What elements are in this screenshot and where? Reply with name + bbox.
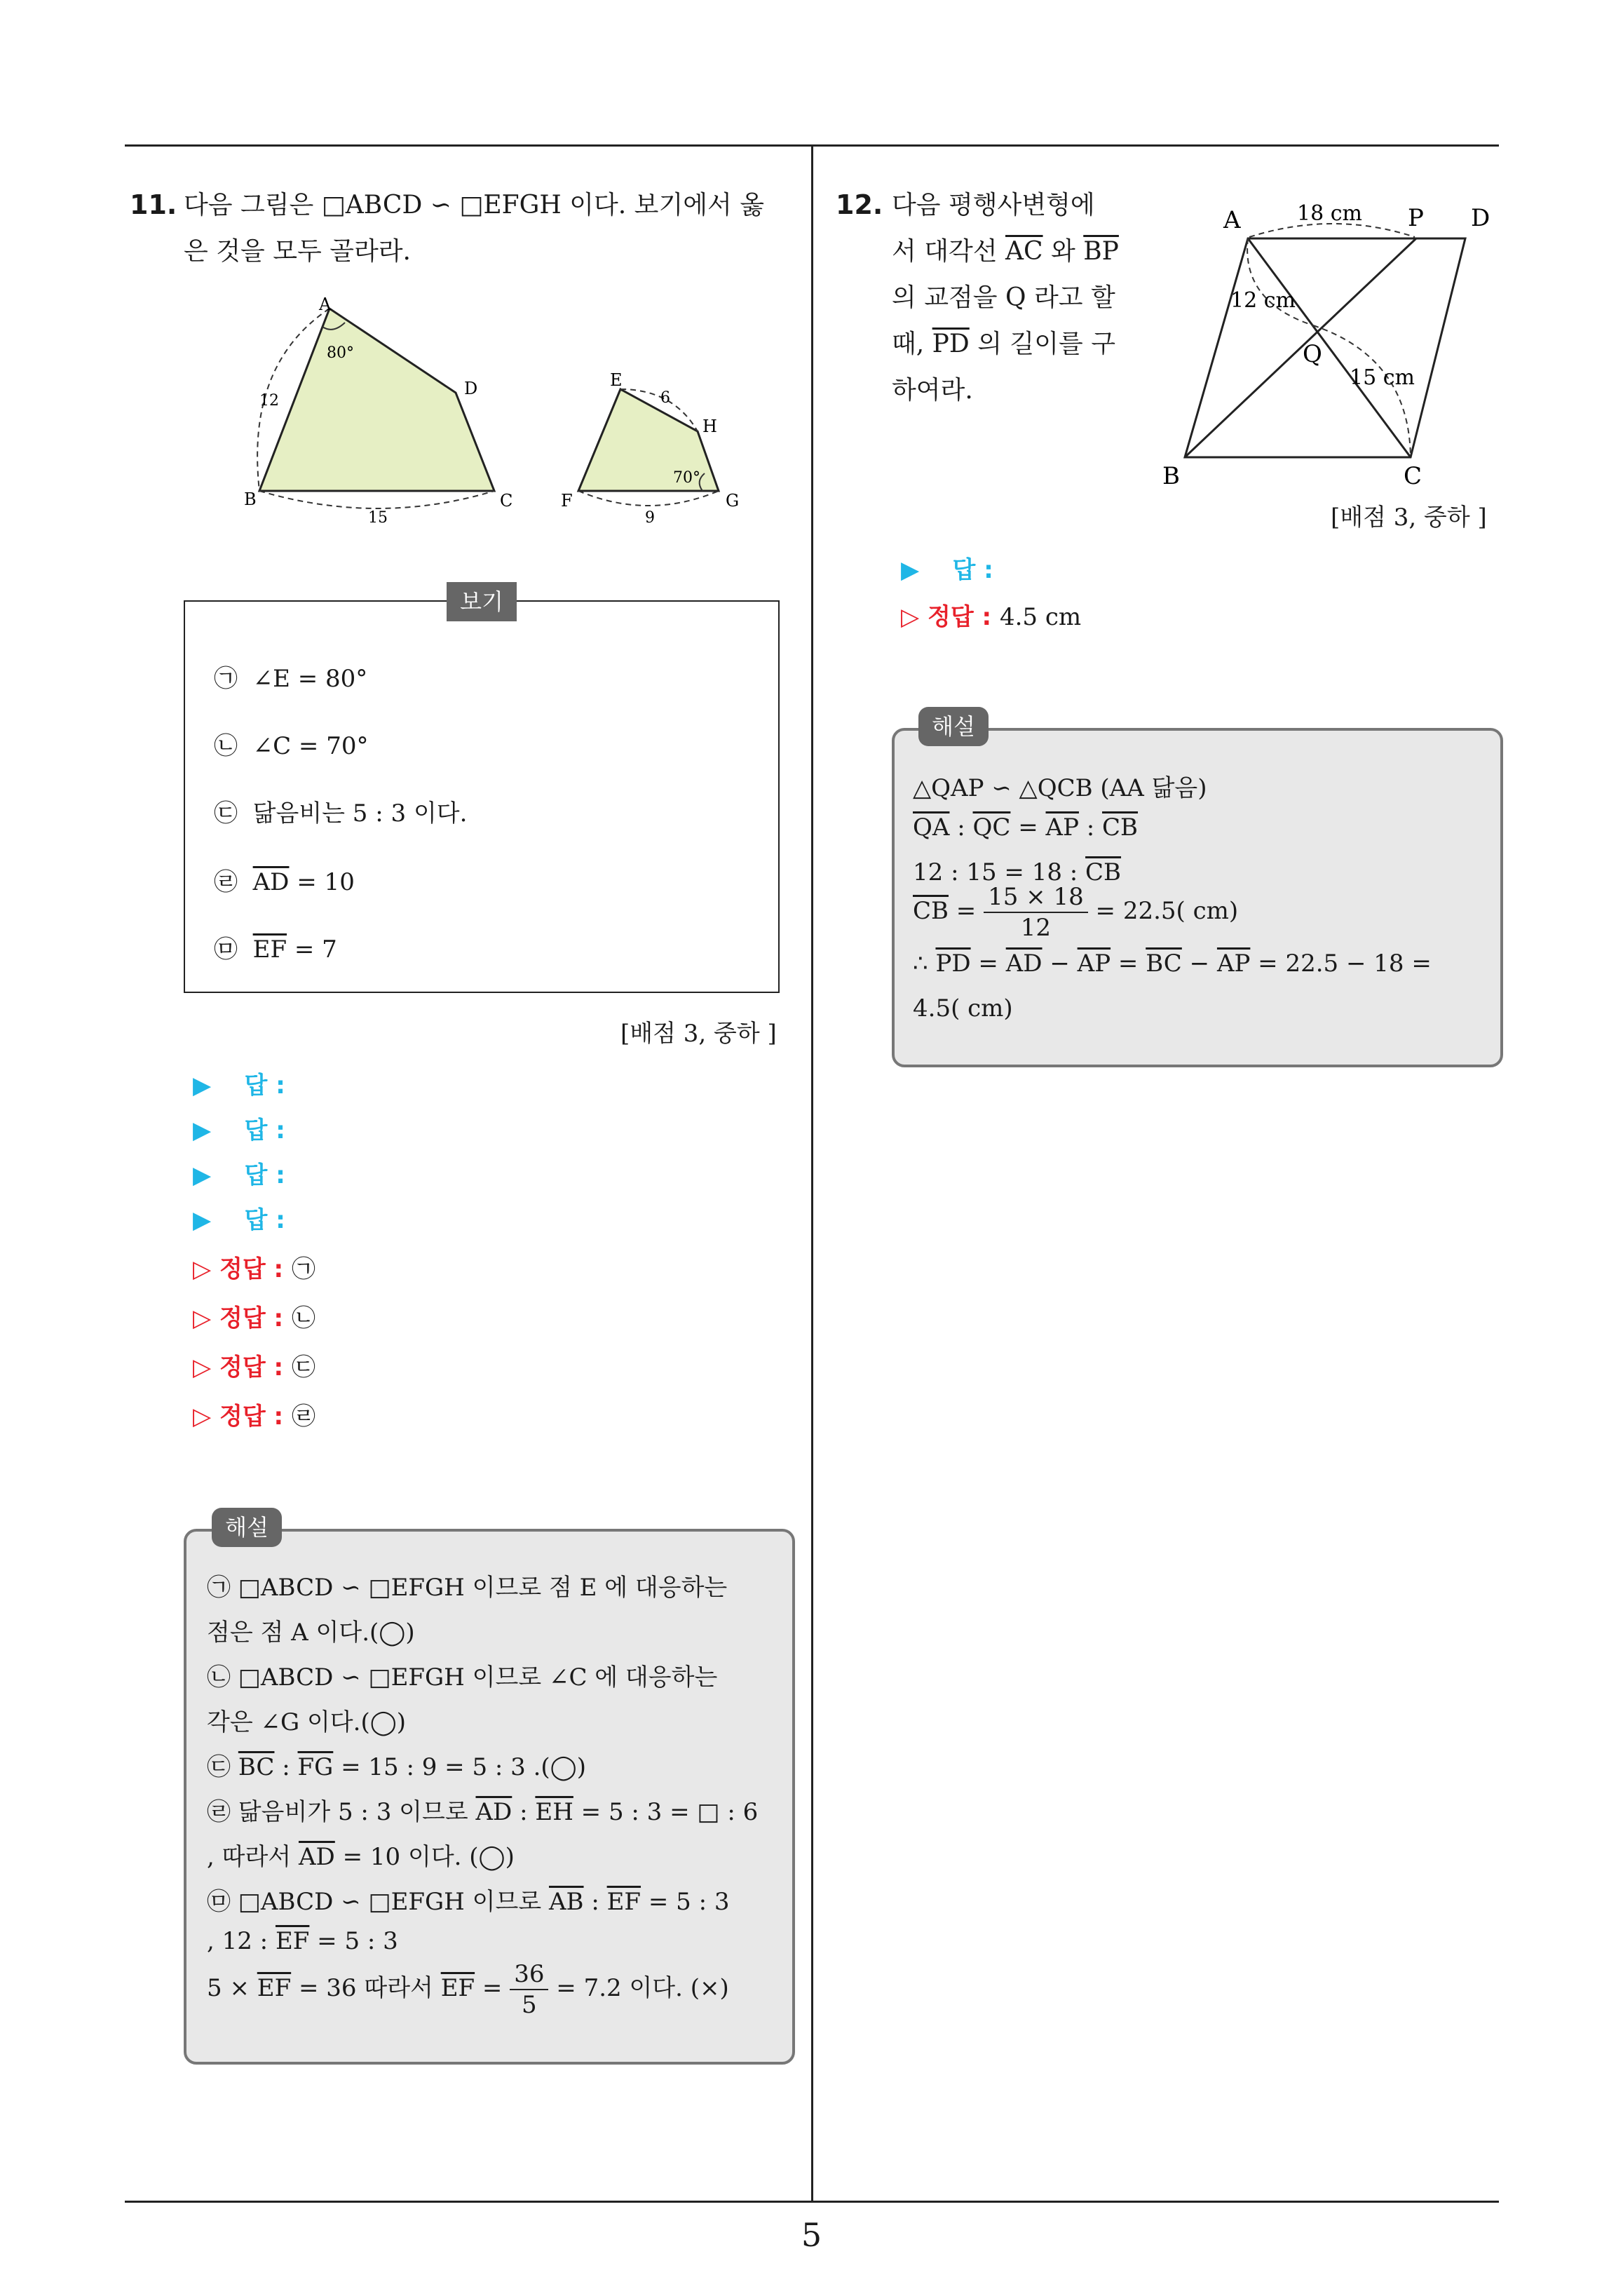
q12-text-line: 하여라.: [892, 376, 973, 405]
q12-number: 12.: [836, 189, 883, 220]
q12-text-line: 의 교점을 Q 라고 할: [892, 283, 1115, 312]
quad-abcd: [259, 309, 494, 491]
q12-figure: [1150, 189, 1500, 498]
explanation-line: 각은 ∠G 이다.(◯): [207, 1708, 407, 1736]
side-bc-label: 15: [368, 509, 388, 527]
label-q: Q: [1303, 340, 1322, 368]
angle-a-label: 80°: [327, 344, 354, 362]
label-g: G: [726, 491, 740, 511]
q11-explanation-title: 해설: [212, 1508, 282, 1547]
q12-text-line: 서 대각선 $\overline{AC}$ 와 $\overline{BP}$: [892, 237, 1119, 266]
explanation-line: ㉡ □ABCD ∽ □EFGH 이므로 ∠C 에 대응하는: [207, 1663, 718, 1691]
explanation-line: ㉣ 닮음비가 5 : 3 이므로 $\overline{AD}$ : $\overline{EH} = 5$ : 3 = □ : 6: [207, 1798, 759, 1826]
explanation-line: , 12 : $\overline{EF} = 5$ : 3: [207, 1927, 398, 1955]
explanation-line: $\overline{CB}$ = $\frac{15 \times 18}{12}$ = 22.5( cm): [913, 883, 1239, 942]
column-divider: [811, 144, 813, 2202]
bogi-title: 보기: [447, 582, 517, 621]
q12-text-line: 때, $\overline{PD}$ 의 길이를 구: [892, 330, 1115, 358]
label-a: A: [319, 295, 332, 314]
label-a: A: [1223, 206, 1241, 234]
side-ab-label: 12: [259, 392, 279, 410]
label-p: P: [1408, 204, 1424, 232]
label-c: C: [500, 491, 513, 511]
explanation-line: $5 \times \overline{EF} = 36$ 따라서 $\overline{EF}$ = $\frac{36}{5}$ = 7.2 이다. (×): [207, 1960, 729, 2019]
fraction: $\frac{15 \times 18}{12}$: [984, 885, 1088, 940]
side-eh-label: 6: [660, 389, 670, 407]
q11-text-line2: 은 것을 모두 골라라.: [184, 237, 411, 266]
answer-row: ▶ 답 :: [193, 1116, 285, 1144]
label-d: D: [464, 379, 478, 398]
explanation-line: ㉢ $\overline{BC}$ : $\overline{FG} = 15$ : 9 = 5 : 3 .(◯): [207, 1753, 586, 1781]
bogi-item: ㉠ ∠E = 80°: [214, 665, 368, 693]
q11-number: 11.: [130, 189, 177, 220]
correct-answer-row: ▷ 정답 : ㉣: [193, 1403, 315, 1431]
correct-answer-row: ▷ 정답 : 4.5 cm: [901, 603, 1082, 631]
length-ap: 18 cm: [1297, 201, 1362, 226]
label-f: F: [561, 491, 573, 511]
correct-answer-row: ▷ 정답 : ㉠: [193, 1255, 315, 1283]
q12-explanation-title: 해설: [918, 707, 989, 746]
explanation-line: 4.5( cm): [913, 994, 1013, 1022]
q11-score: [배점 3, 중하 ]: [620, 1020, 777, 1048]
bogi-item: ㉣ $\overline{AD} = 10$: [214, 868, 355, 896]
answer-row: ▶ 답 :: [193, 1072, 285, 1100]
parallelogram-abcd: [1185, 238, 1465, 457]
diagonal-ac: [1248, 238, 1411, 457]
explanation-line: ∴ $\overline{PD} = \overline{AD} - \overline{AP} = \overline{BC} - \overline{AP} = 22.5 - 18$ =: [913, 950, 1432, 978]
segment-bp: [1185, 238, 1416, 457]
explanation-line: △QAP ∽ △QCB (AA 닮음): [913, 774, 1207, 802]
length-qc: 15 cm: [1350, 365, 1415, 390]
label-d: D: [1471, 204, 1490, 232]
answer-row: ▶ 답 :: [193, 1161, 285, 1189]
explanation-line: ㉤ □ABCD ∽ □EFGH 이므로 $\overline{AB}$ : $\overline{EF} = 5$ : 3: [207, 1888, 730, 1916]
q11-figure: [231, 288, 764, 533]
label-b: B: [244, 489, 257, 509]
label-b: B: [1162, 462, 1180, 490]
label-h: H: [702, 417, 717, 436]
explanation-line: 12 : 15 = 18 : $\overline{CB}$: [913, 858, 1122, 886]
bogi-item: ㉢ 닮음비는 5 : 3 이다.: [214, 799, 468, 828]
answer-row: ▶ 답 :: [901, 556, 993, 584]
bogi-item: ㉤ $\overline{EF} = 7$: [214, 936, 337, 964]
explanation-line: ㉠ □ABCD ∽ □EFGH 이므로 점 E 에 대응하는: [207, 1574, 728, 1602]
explanation-line: $\overline{QA}$ : $\overline{QC} = \overline{AP}$ : $\overline{CB}$: [913, 813, 1139, 842]
q11-text-line1: 다음 그림은 □ABCD ∽ □EFGH 이다. 보기에서 옳: [184, 191, 764, 220]
correct-answer-row: ▷ 정답 : ㉢: [193, 1353, 315, 1382]
explanation-line: , 따라서 $\overline{AD} = 10$ 이다. (◯): [207, 1843, 515, 1871]
label-e: E: [610, 370, 623, 390]
length-aq: 12 cm: [1230, 288, 1296, 313]
q12-text-line: 다음 평행사변형에: [892, 191, 1095, 220]
page-number: 5: [801, 2216, 822, 2254]
angle-g-label: 70°: [673, 469, 700, 487]
explanation-line: 점은 점 A 이다.(◯): [207, 1619, 415, 1647]
bottom-rule: [125, 2201, 1499, 2203]
side-fg-label: 9: [645, 509, 655, 527]
q12-score: [배점 3, 중하 ]: [1331, 504, 1487, 532]
correct-answer-row: ▷ 정답 : ㉡: [193, 1304, 315, 1332]
answer-row: ▶ 답 :: [193, 1206, 285, 1234]
label-c: C: [1404, 462, 1422, 490]
fraction: $\frac{36}{5}$: [510, 1962, 548, 2017]
bogi-item: ㉡ ∠C = 70°: [214, 732, 369, 760]
